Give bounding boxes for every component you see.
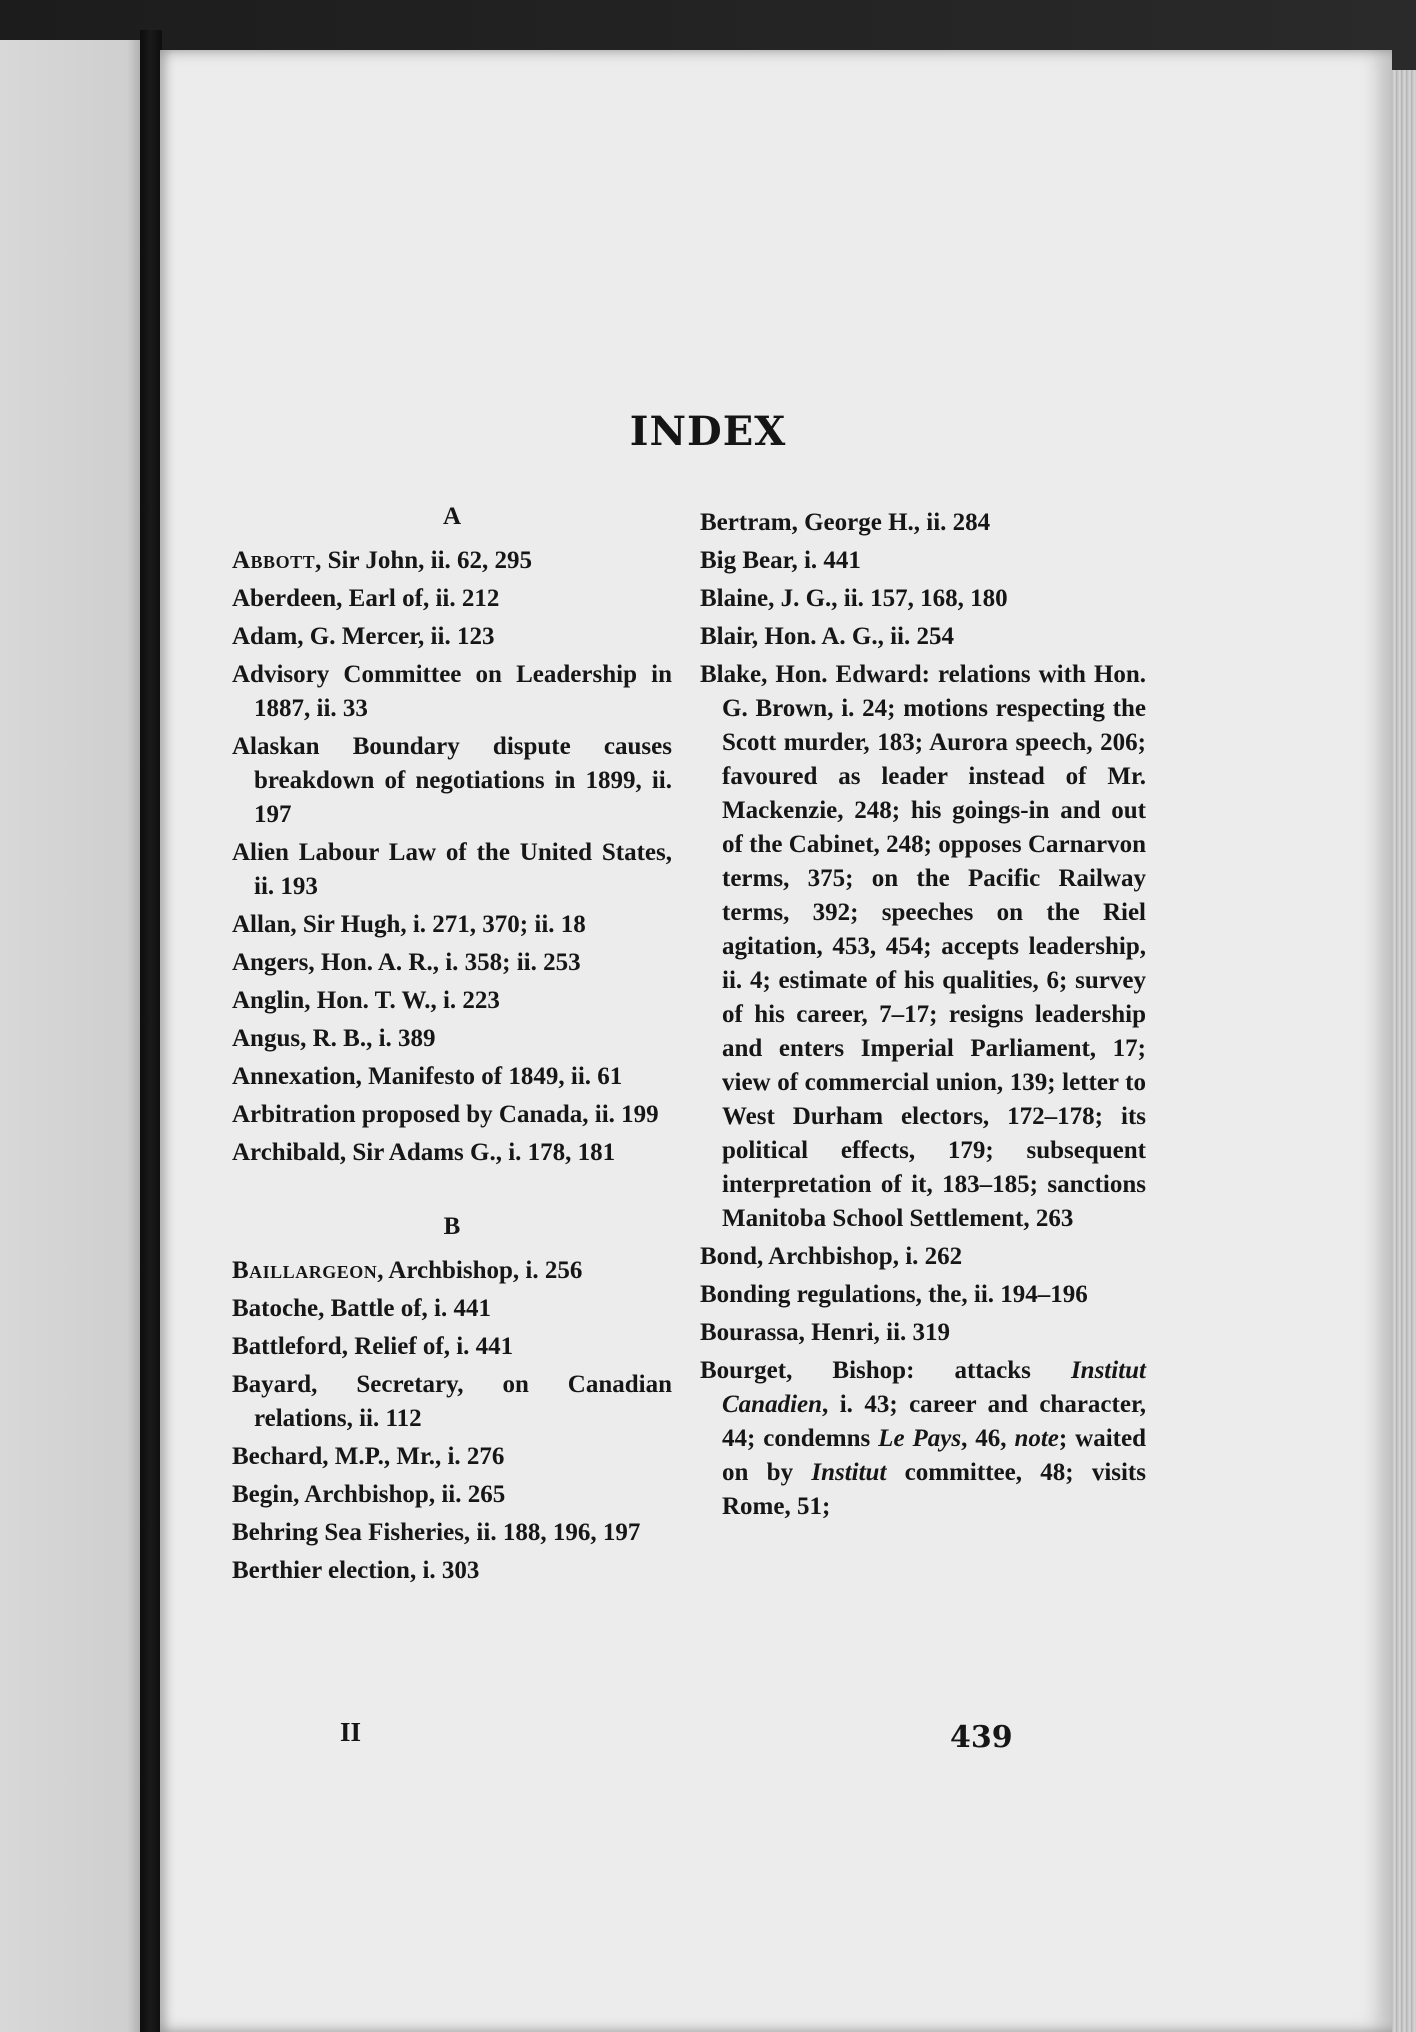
page-number: 439 — [950, 1720, 1013, 1755]
signature-mark: II — [340, 1717, 362, 1747]
index-entry: Adam, G. Mercer, ii. 123 — [232, 623, 495, 650]
entry-italic-text: note — [1014, 1425, 1059, 1452]
index-entry: Bayard, Secretary, on Canadian relations, ii. 112 — [232, 1371, 672, 1432]
index-entry: Bonding regulations, the, ii. 194–196 — [700, 1281, 1088, 1308]
entry-text: committee, 48; visits Rome, 51; — [722, 1459, 1146, 1520]
index-entry — [700, 1354, 1146, 1524]
index-entry: Big Bear, i. 441 — [700, 547, 861, 574]
index-entry: Bond, Archbishop, i. 262 — [700, 1243, 963, 1270]
index-entry — [232, 544, 672, 578]
entry-text: Bourget, Bishop: attacks — [700, 1357, 1071, 1384]
index-entry: Blaine, J. G., ii. 157, 168, 180 — [700, 585, 1008, 612]
index-entry: Archibald, Sir Adams G., i. 178, 181 — [232, 1139, 616, 1166]
entry-text: , i. 43; career and character, 44; condemns — [722, 1391, 1146, 1452]
entry-text: , Archbishop, i. 256 — [377, 1257, 583, 1284]
index-entry: Anglin, Hon. T. W., i. 223 — [232, 987, 500, 1014]
index-entry: Bechard, M.P., Mr., i. 276 — [232, 1443, 505, 1470]
entry-italic-text: Le Pays — [878, 1425, 962, 1452]
index-entry: Blake, Hon. Edward: relations with Hon. G. Brown, i. 24; motions respecting the Scott murder, 183; Aurora speech, 206; favoured as leader instead of Mr. Mackenzie, 248; his goings-in and out of the Cabinet, 248; opposes Carnarvon terms, 375; on the Pacific Railway terms, 392; speeches on the Riel agitation, 453, 454; accepts leadership, ii. 4; estimate of his qualities, 6; survey of his career, 7–17; resigns leadership and enters Imperial Parliament, 17; view of commercial union, 139; letter to West Durham electors, 172–178; its political effects, 179; subsequent interpretation of it, 183–185; sanctions Manitoba School Settlement, 263 — [700, 661, 1146, 1232]
section-heading-b: B — [443, 1213, 461, 1240]
index-entry — [232, 1254, 672, 1288]
index-column-left — [232, 500, 672, 1592]
index-entry: Bourassa, Henri, ii. 319 — [700, 1319, 951, 1346]
index-entry: Blair, Hon. A. G., ii. 254 — [700, 623, 954, 650]
entry-text: , 46, — [961, 1425, 1015, 1452]
index-entry: Arbitration proposed by Canada, ii. 199 — [232, 1101, 659, 1128]
index-entry: Batoche, Battle of, i. 441 — [232, 1295, 491, 1322]
index-entry: Advisory Committee on Leadership in 1887, ii. 33 — [232, 661, 672, 722]
entry-text: , Sir John, ii. 62, 295 — [315, 547, 533, 574]
entry-italic-text: Institut Canadien — [722, 1357, 1146, 1418]
index-entry: Begin, Archbishop, ii. 265 — [232, 1481, 506, 1508]
entry-headword: Baillargeon — [232, 1257, 378, 1284]
index-entry: Berthier election, i. 303 — [232, 1557, 480, 1584]
index-entry: Alien Labour Law of the United States, ii. 193 — [232, 839, 672, 900]
index-entry: Angers, Hon. A. R., i. 358; ii. 253 — [232, 949, 581, 976]
section-heading-a: A — [442, 503, 462, 530]
index-entry: Angus, R. B., i. 389 — [232, 1025, 436, 1052]
index-entry: Annexation, Manifesto of 1849, ii. 61 — [232, 1063, 623, 1090]
entry-headword: Abbott — [232, 547, 316, 574]
index-entry: Aberdeen, Earl of, ii. 212 — [232, 585, 500, 612]
entry-italic-text: Institut — [811, 1459, 887, 1486]
index-column-right — [700, 506, 1146, 1528]
left-page-edge — [0, 40, 150, 2032]
page-stack-edge — [1392, 70, 1416, 2032]
index-entry: Allan, Sir Hugh, i. 271, 370; ii. 18 — [232, 911, 586, 938]
index-entry: Bertram, George H., ii. 284 — [700, 509, 991, 536]
book-spine — [140, 30, 162, 2032]
index-entry: Alaskan Boundary dispute causes breakdown of negotiations in 1899, ii. 197 — [232, 733, 672, 828]
index-entry: Battleford, Relief of, i. 441 — [232, 1333, 514, 1360]
index-entry: Behring Sea Fisheries, ii. 188, 196, 197 — [232, 1519, 641, 1546]
page-title: INDEX — [629, 408, 787, 455]
entry-text: ; waited on by — [722, 1425, 1146, 1486]
